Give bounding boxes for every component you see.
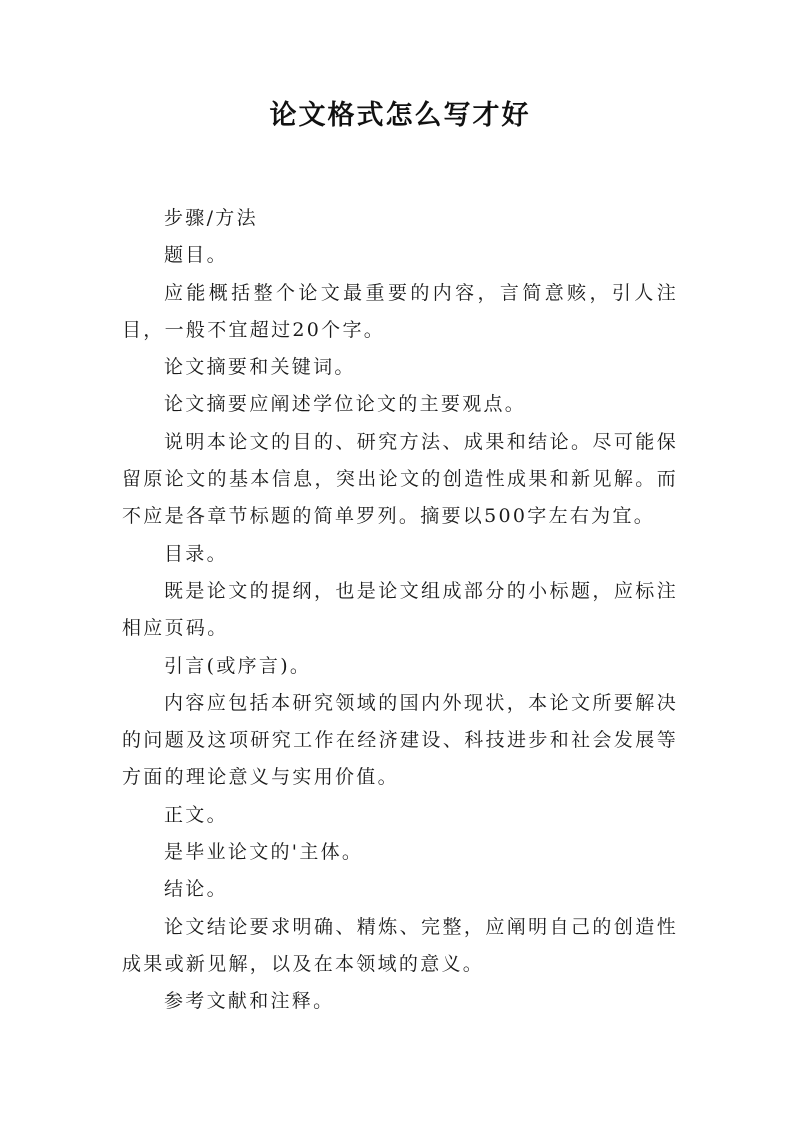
- paragraph-abstract-desc: 论文摘要应阐述学位论文的主要观点。: [164, 393, 527, 416]
- paragraph-conclusion-heading: 结论。: [164, 878, 228, 901]
- paragraph-intro-heading: 引言(或序言)。: [164, 654, 312, 677]
- paragraph-references-heading: 参考文献和注释。: [164, 990, 335, 1013]
- paragraph-toc-desc: 既是论文的提纲，也是论文组成部分的小标题，应标注相应页码。: [122, 579, 678, 640]
- paragraph-steps-heading: 步骤/方法: [164, 207, 258, 229]
- paragraph-toc-heading: 目录。: [164, 542, 228, 565]
- paragraph-intro-desc: 内容应包括本研究领域的国内外现状，本论文所要解决的问题及这项研究工作在经济建设、科技进步和社会发展等方面的理论意义与实用价值。: [122, 691, 678, 789]
- paragraph-abstract-detail: 说明本论文的目的、研究方法、成果和结论。尽可能保留原论文的基本信息，突出论文的创造性成果和新见解。而不应是各章节标题的简单罗列。摘要以500字左右为宜。: [122, 430, 678, 528]
- paragraph-abstract-heading: 论文摘要和关键词。: [164, 356, 356, 379]
- paragraph-conclusion-desc: 论文结论要求明确、精炼、完整，应阐明自己的创造性成果或新见解，以及在本领域的意义。: [122, 915, 678, 975]
- document-body: [122, 200, 678, 1021]
- document-title: 论文格式怎么写才好: [269, 100, 531, 131]
- paragraph-main-desc: 是毕业论文的'主体。: [164, 841, 364, 864]
- paragraph-title-desc: 应能概括整个论文最重要的内容，言简意赅，引人注目，一般不宜超过20个字。: [122, 281, 678, 341]
- paragraph-main-heading: 正文。: [164, 803, 228, 826]
- paragraph-title-heading: 题目。: [164, 244, 228, 267]
